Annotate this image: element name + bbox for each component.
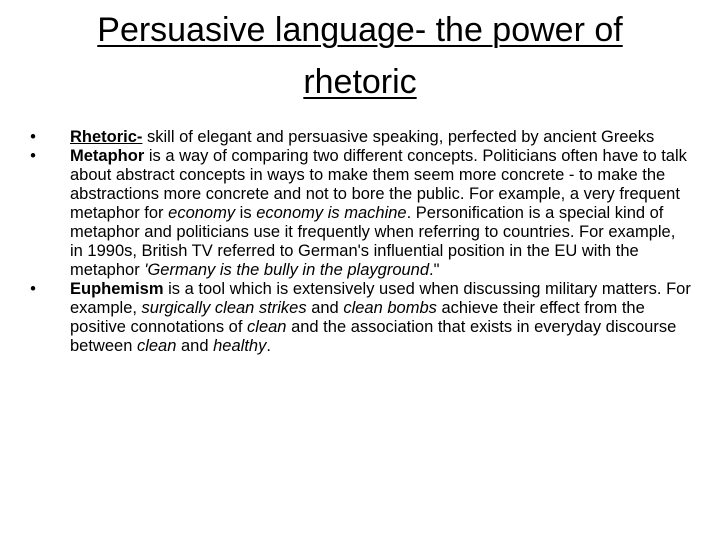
bullet-list <box>26 128 692 356</box>
italic-clean: clean <box>247 318 287 336</box>
bullet-text: achieve their effect from the positive connotations of <box>70 299 645 336</box>
bullet-text: and <box>306 299 344 317</box>
italic-economy: economy <box>168 204 236 222</box>
bullet-text: . <box>266 337 271 355</box>
bullet-text: and <box>176 337 214 355</box>
bullet-text: . Personification is a special kind of metaphor and politicians use it frequently when referring to countries. For example, in 1990s, British TV referred to German's influential position in the EU with the metaphor <box>70 204 676 279</box>
bullet-dot-icon: • <box>30 280 36 298</box>
term-metaphor: Metaphor <box>70 147 145 165</box>
bullet-dot-icon: • <box>30 147 36 165</box>
bullet-dot-icon: • <box>30 128 36 146</box>
bullet-text: is <box>235 204 257 222</box>
italic-clean-bombs: clean bombs <box>343 299 437 317</box>
italic-clean: clean <box>136 337 177 355</box>
slide-title: Persuasive language- the power of rhetoric <box>97 11 623 101</box>
italic-healthy: healthy <box>213 337 267 355</box>
term-rhetoric: Rhetoric- <box>70 128 143 146</box>
bullet-text: skill of elegant and persuasive speaking, perfected by ancient Greeks <box>142 128 655 146</box>
bullet-rhetoric <box>26 128 692 147</box>
bullet-metaphor <box>26 147 692 280</box>
bullet-text: ." <box>429 261 440 279</box>
italic-surgically-clean-strikes: surgically clean strikes <box>141 299 307 317</box>
bullet-text: is a tool which is extensively used when discussing military matters. For example, <box>70 280 691 317</box>
italic-germany-quote: 'Germany is the bully in the playground <box>144 261 430 279</box>
italic-economy-is-machine: economy is machine <box>256 204 407 222</box>
bullet-text: and the association that exists in everyday discourse between <box>70 318 677 355</box>
term-euphemism: Euphemism <box>70 280 164 298</box>
bullet-euphemism <box>26 280 692 356</box>
bullet-text: is a way of comparing two different concepts. Politicians often have to talk about abstract concepts in ways to make them seem more concrete - to make the abstractions more concrete and not to bore the public. For example, a very frequent metaphor for <box>70 147 687 222</box>
